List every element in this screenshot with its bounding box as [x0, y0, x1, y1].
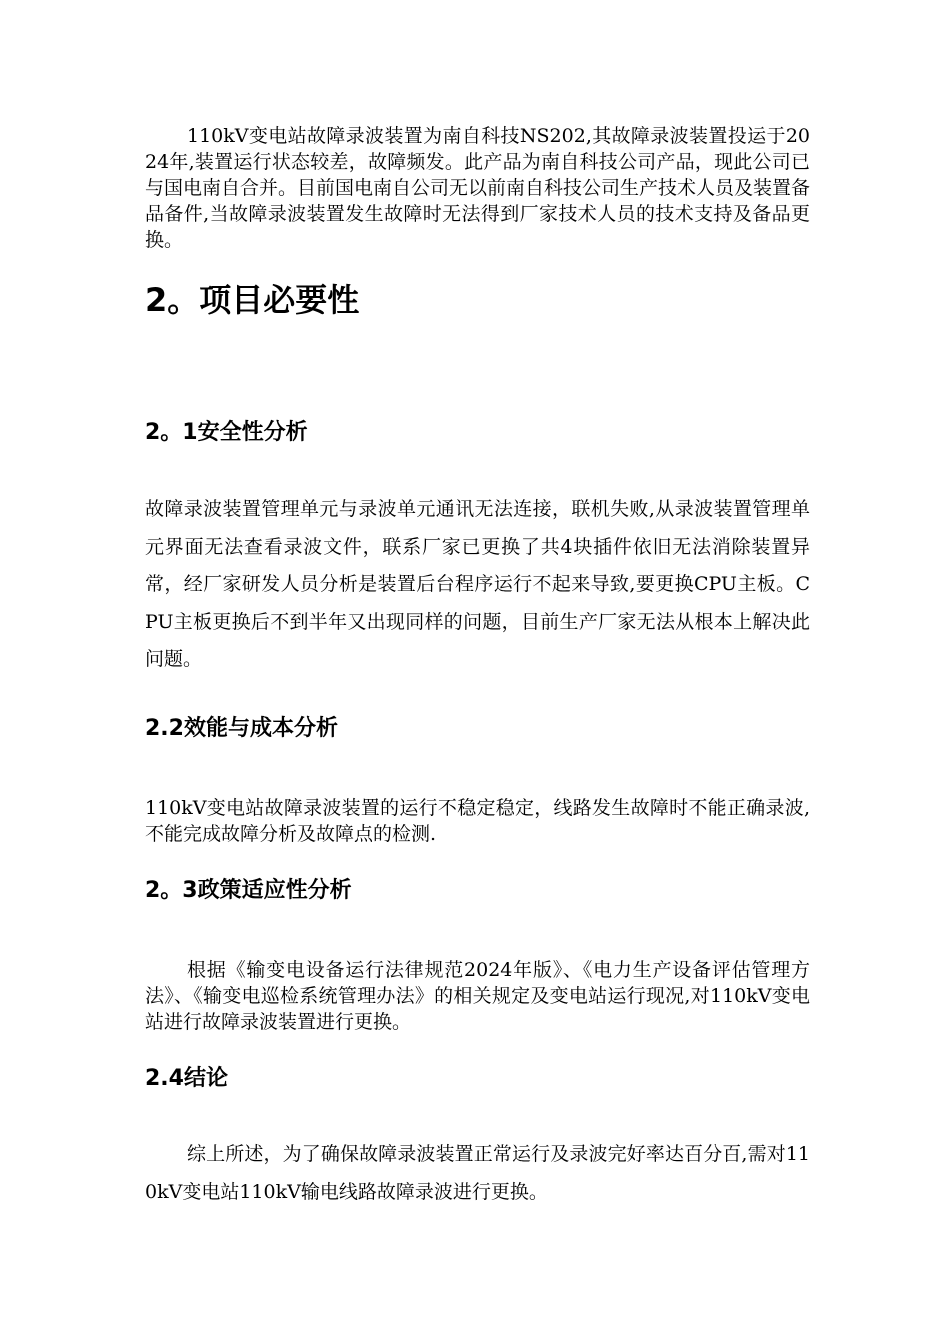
section-2-3-heading: 2。3政策适应性分析: [145, 878, 352, 903]
section-2-4-heading: 2.4结论: [145, 1066, 228, 1091]
intro-paragraph: 110kV变电站故障录波装置为南自科技NS202,其故障录波装置投运于2024年,装置运行状态较差，故障频发。此产品为南自科技公司产品，现此公司已与国电南自合并。目前国电南自公司无以前南自科技公司生产技术人员及装置备品备件,当故障录波装置发生故障时无法得到厂家技术人员的技术支持及备品更换。: [145, 125, 811, 251]
section-2-heading: 2。项目必要性: [145, 281, 360, 319]
section-2-1-paragraph: 故障录波装置管理单元与录波单元通讯无法连接，联机失败,从录波装置管理单元界面无法查看录波文件，联系厂家已更换了共4块插件依旧无法消除装置异常，经厂家研发人员分析是装置后台程序运行不起来导致,要更换CPU主板。CPU主板更换后不到半年又出现同样的问题，目前生产厂家无法从根本上解决此问题。: [145, 498, 810, 670]
section-2-2-heading: 2.2效能与成本分析: [145, 716, 338, 741]
section-2-2-paragraph: 110kV变电站故障录波装置的运行不稳定稳定，线路发生故障时不能正确录波,不能完成故障分析及故障点的检测.: [145, 797, 810, 845]
section-2-3-paragraph: 根据《输变电设备运行法律规范2024年版》、《电力生产设备评估管理方法》、《输变电巡检系统管理办法》的相关规定及变电站运行现况,对110kV变电站进行故障录波装置进行更换。: [145, 959, 810, 1033]
section-2-1-heading: 2。1安全性分析: [145, 420, 308, 445]
section-2-4-paragraph: 综上所述，为了确保故障录波装置正常运行及录波完好率达百分百,需对110kV变电站110kV输电线路故障录波进行更换。: [145, 1143, 810, 1203]
